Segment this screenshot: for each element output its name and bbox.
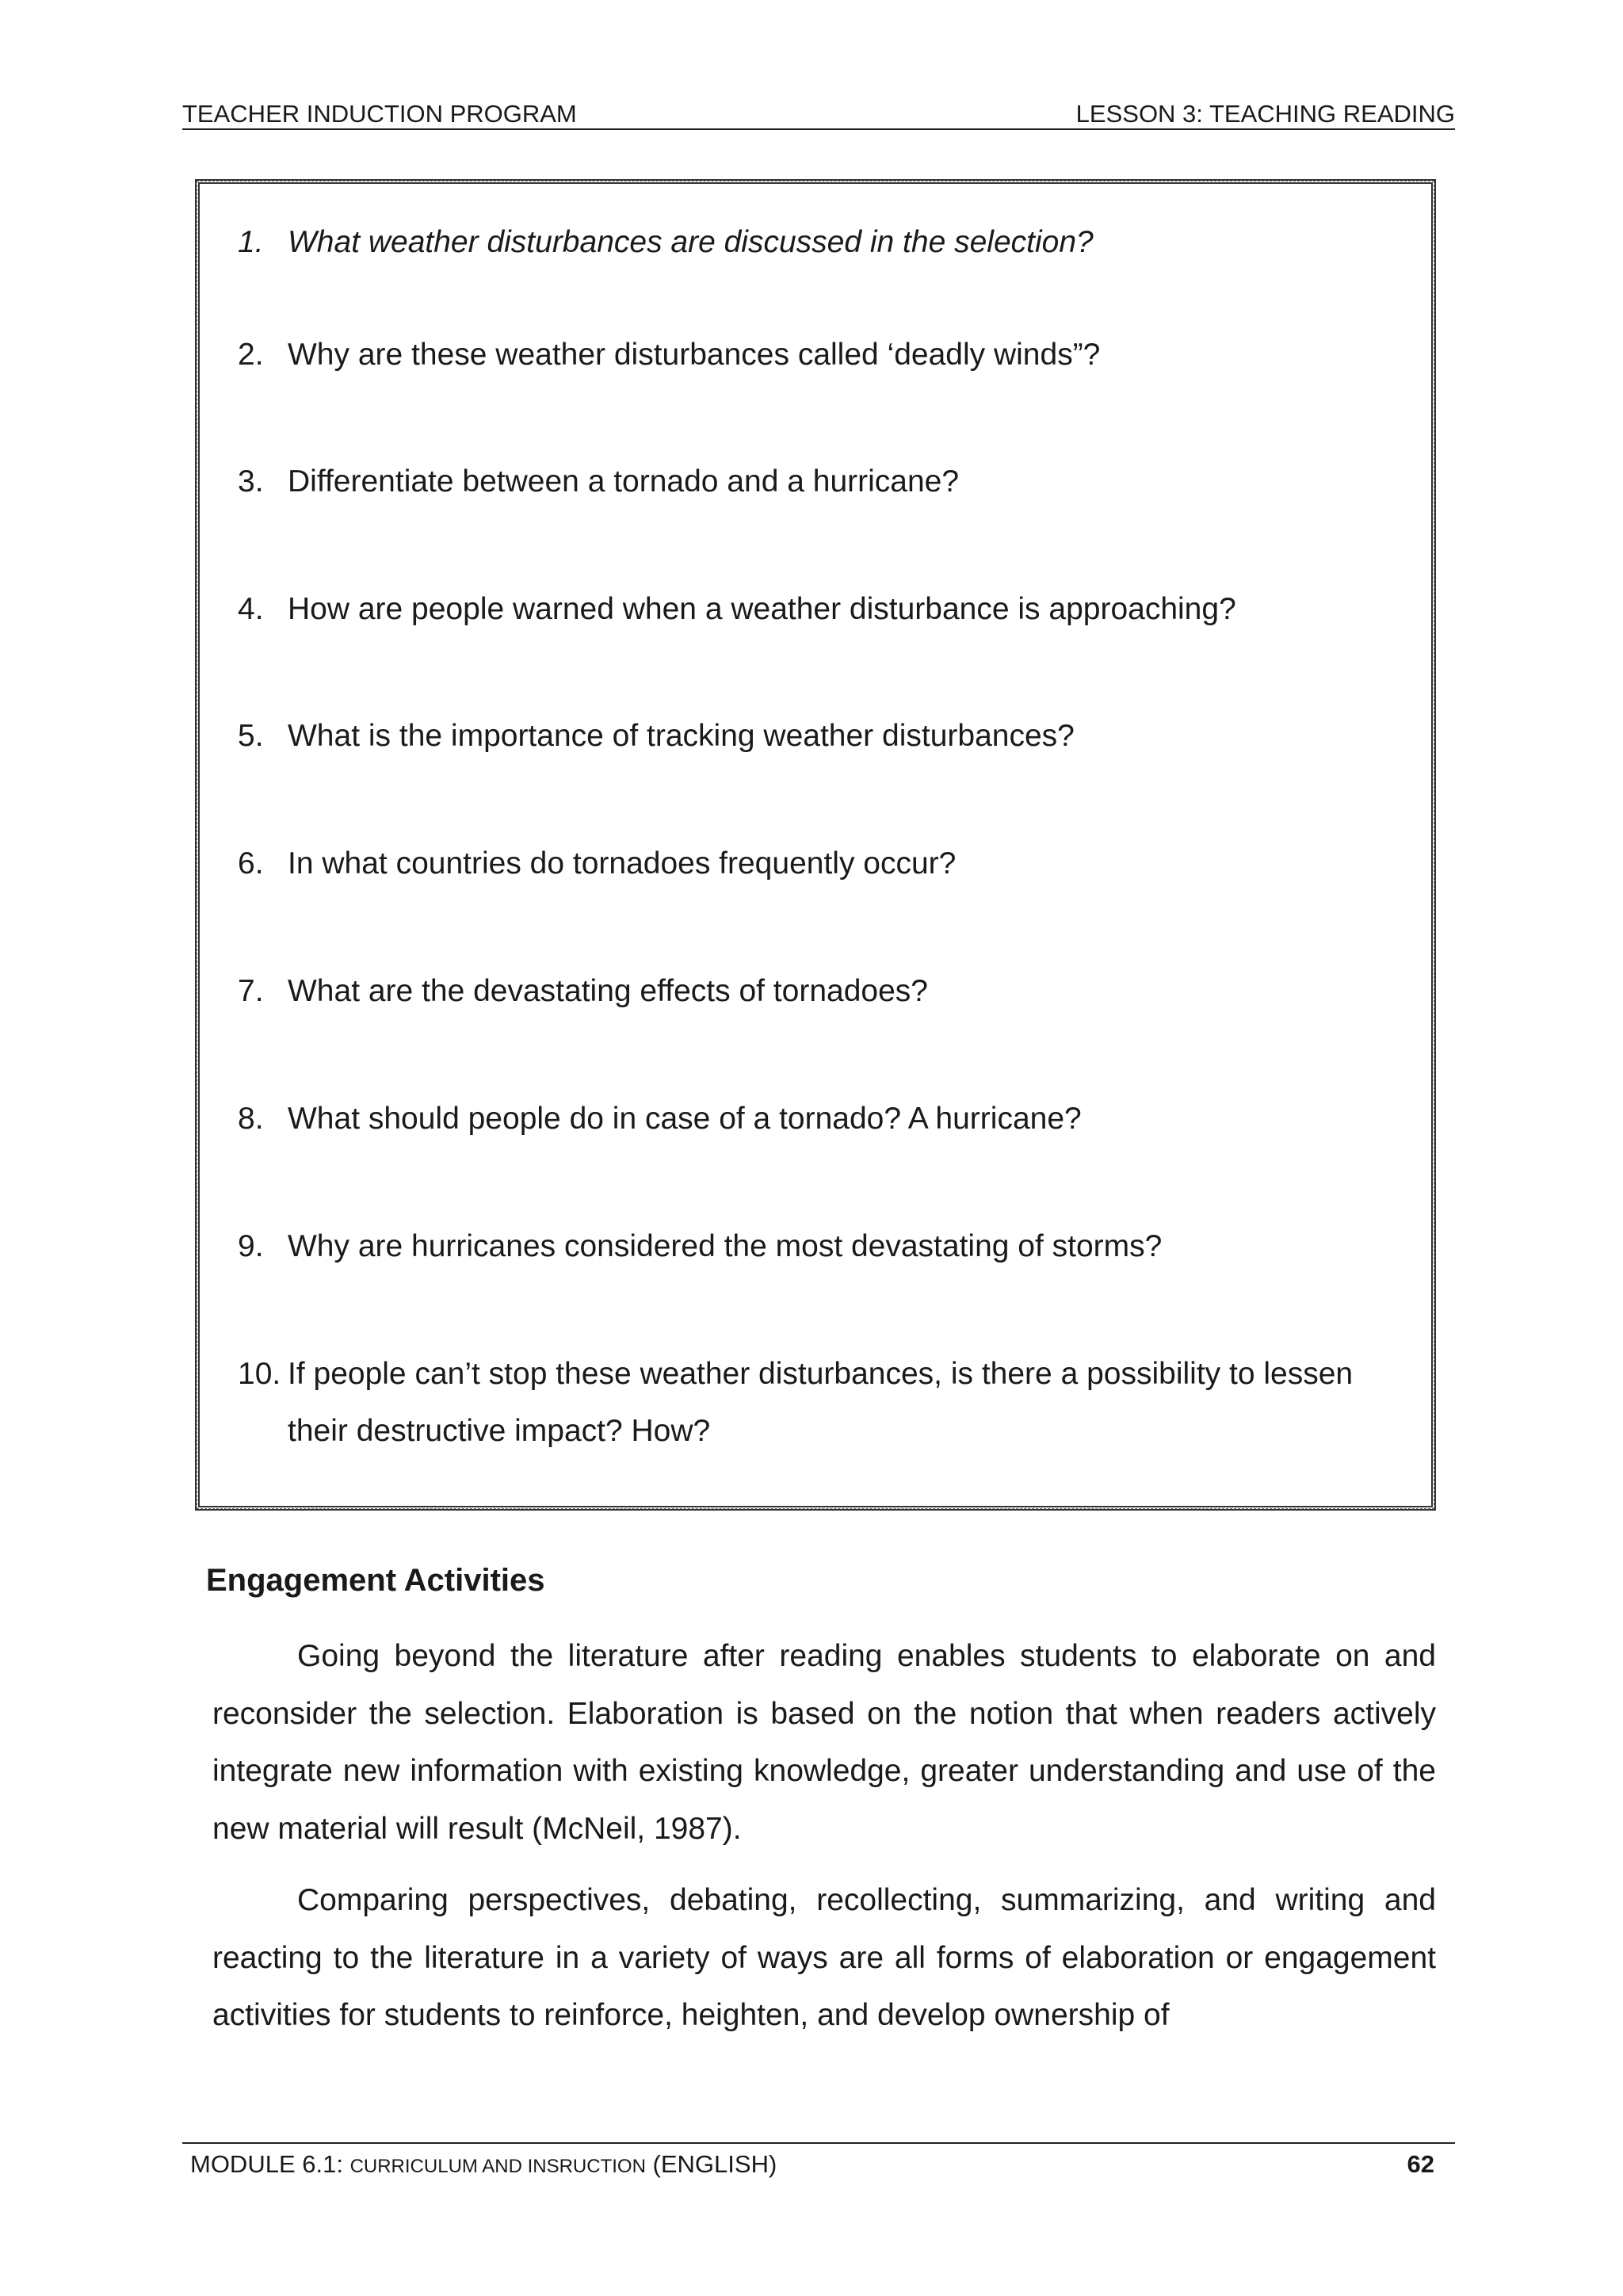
question-text: In what countries do tornadoes frequently occur? xyxy=(288,846,957,881)
question-item xyxy=(238,708,1395,765)
question-item xyxy=(238,1218,1395,1275)
question-item xyxy=(238,1346,1395,1460)
question-text: Why are hurricanes considered the most devastating of storms? xyxy=(288,1229,1163,1263)
page-footer xyxy=(182,2142,1455,2183)
question-text: Why are these weather disturbances called ‘deadly winds”? xyxy=(288,338,1101,372)
question-number: 10. xyxy=(238,1357,281,1391)
footer-subject: (ENGLISH) xyxy=(645,2150,777,2178)
question-text: If people can’t stop these weather disturbances, is there a possibility to lessen their destructive impact? How? xyxy=(288,1357,1354,1448)
body-paragraph: Going beyond the literature after reading enables students to elaborate on and reconsider the selection. Elaboration is based on the notion that when readers actively integrate new information with existing knowledge, greater understanding and use of the new material will result (McNeil, 1987). xyxy=(212,1639,1436,1846)
question-number: 1. xyxy=(238,225,264,259)
question-text: What should people do in case of a tornado? A hurricane? xyxy=(288,1102,1082,1136)
header-lesson-title: LESSON 3: TEACHING READING xyxy=(1075,100,1455,128)
question-text: What is the importance of tracking weather disturbances? xyxy=(288,719,1075,753)
question-item xyxy=(238,214,1395,271)
page-number: 62 xyxy=(1407,2150,1434,2178)
question-number: 4. xyxy=(238,592,264,626)
section-heading: Engagement Activities xyxy=(206,1563,545,1598)
question-number: 6. xyxy=(238,846,264,881)
footer-module: MODULE 6.1: xyxy=(190,2150,350,2178)
questions-box xyxy=(195,179,1436,1511)
footer-subtitle: CURRICULUM AND INSRUCTION xyxy=(349,2156,646,2177)
header-program-title: TEACHER INDUCTION PROGRAM xyxy=(182,100,577,128)
question-number: 7. xyxy=(238,974,264,1008)
body-paragraph: Comparing perspectives, debating, recollecting, summarizing, and writing and reacting to the literature in a variety of ways are all forms of elaboration or engagement activities for students to reinforce, heighten, and develop ownership of xyxy=(212,1883,1436,2032)
question-text: How are people warned when a weather disturbance is approaching? xyxy=(288,592,1236,626)
question-item xyxy=(238,963,1395,1020)
question-number: 3. xyxy=(238,464,264,499)
question-text: What weather disturbances are discussed in the selection? xyxy=(288,225,1094,259)
question-item xyxy=(238,835,1395,892)
page-header xyxy=(182,97,1455,130)
question-number: 9. xyxy=(238,1229,264,1263)
question-number: 8. xyxy=(238,1102,264,1136)
question-item xyxy=(238,1091,1395,1148)
question-item xyxy=(238,581,1395,638)
footer-module-label xyxy=(190,2150,777,2179)
question-number: 5. xyxy=(238,719,264,753)
question-text: Differentiate between a tornado and a hurricane? xyxy=(288,464,960,499)
question-text: What are the devastating effects of tornadoes? xyxy=(288,974,928,1008)
question-item xyxy=(238,327,1395,384)
question-number: 2. xyxy=(238,338,264,372)
question-item xyxy=(238,453,1395,510)
